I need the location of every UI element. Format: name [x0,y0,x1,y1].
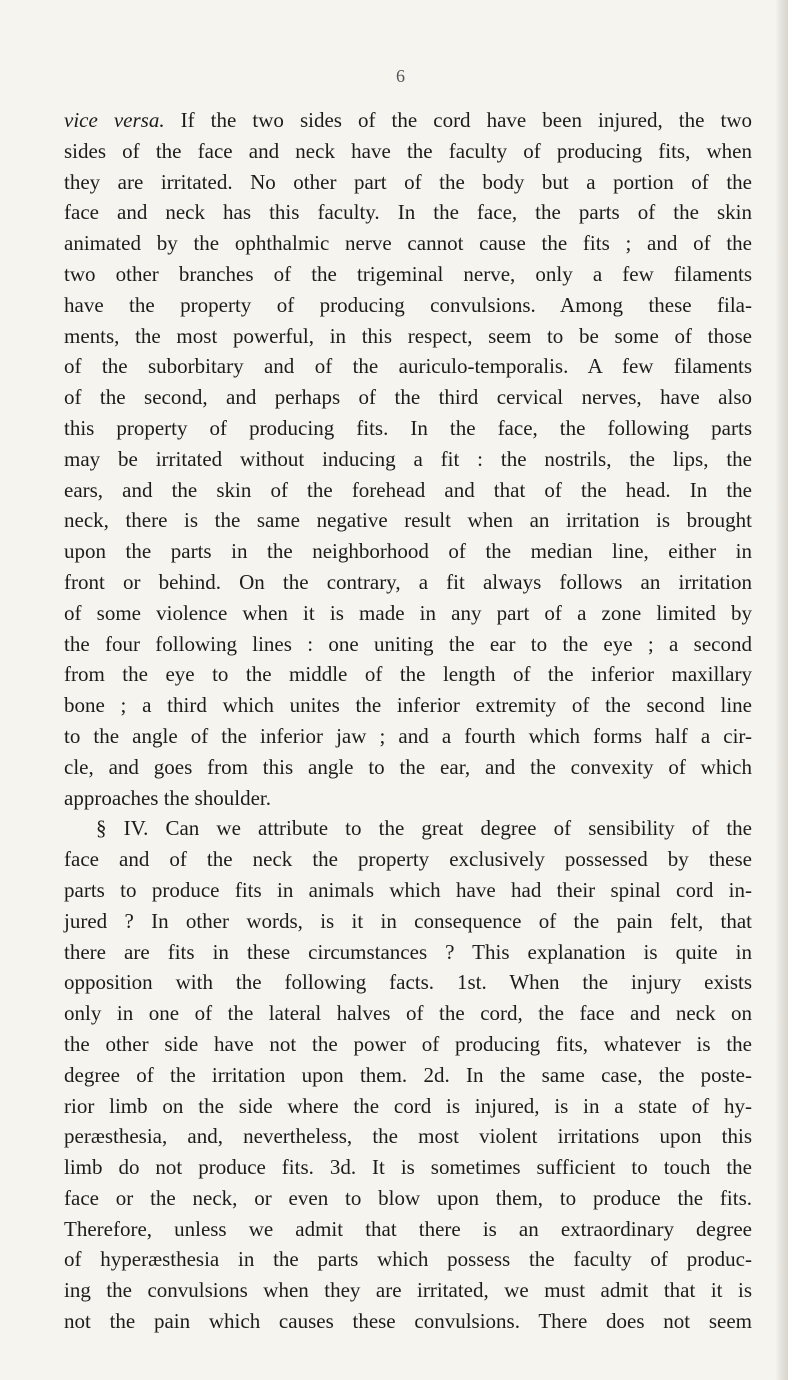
line-text: upon the parts in the neighborhood of the median line, either in [64,539,752,564]
text-line [64,1306,752,1337]
text-line [64,136,752,167]
text-line [64,813,752,844]
line-text: front or behind. On the contrary, a fit always follows an irritation [64,569,752,594]
line-text: ears, and the skin of the forehead and that of the head. In the [64,477,752,502]
line-text: neck, there is the same negative result when an irritation is brought [64,508,752,533]
line-text: they are irritated. No other part of the body but a portion of the [64,169,752,194]
italic-phrase: vice versa. [64,108,165,132]
text-line [64,228,752,259]
text-line [64,659,752,690]
text-line [64,844,752,875]
line-text: limb do not produce fits. 3d. It is sometimes sufficient to touch the [64,1155,752,1180]
text-line [64,721,752,752]
line-text: degree of the irritation upon them. 2d. In the same case, the poste- [64,1062,752,1087]
text-line [64,752,752,783]
text-line [64,351,752,382]
text-line [64,1029,752,1060]
line-text: to the angle of the inferior jaw ; and a fourth which forms half a cir- [64,723,752,748]
line-text: face or the neck, or even to blow upon them, to produce the fits. [64,1185,752,1210]
line-text: of the second, and perhaps of the third cervical nerves, have also [64,385,752,410]
line-text: cle, and goes from this angle to the ear, and the convexity of which [64,754,752,779]
line-text: this property of producing fits. In the face, the following parts [64,415,752,440]
line-text: ments, the most powerful, in this respect, seem to be some of those [64,323,752,348]
text-line [64,875,752,906]
text-line [64,1121,752,1152]
text-line [64,937,752,968]
text-line [64,536,752,567]
line-text: opposition with the following facts. 1st. When the injury exists [64,970,752,995]
line-text: parts to produce fits in animals which have had their spinal cord in- [64,877,752,902]
text-line [64,197,752,228]
page-number: 6 [396,66,405,86]
line-text: ing the convulsions when they are irritated, we must admit that it is [64,1278,752,1303]
line-text: the other side have not the power of producing fits, whatever is the [64,1031,752,1056]
body-text [64,105,752,1337]
text-line [64,167,752,198]
line-text: peræsthesia, and, nevertheless, the most violent irritations upon this [64,1124,752,1149]
text-line [64,382,752,413]
text-line [64,259,752,290]
text-line [64,1183,752,1214]
text-line [64,598,752,629]
text-line [64,906,752,937]
text-line [64,629,752,660]
text-line [64,1152,752,1183]
line-text: § IV. Can we attribute to the great degree of sensibility of the [96,816,752,841]
text-line [64,1091,752,1122]
page-edge [776,0,788,1380]
text-line [64,290,752,321]
text-line [64,321,752,352]
text-line [64,1244,752,1275]
line-text: of the suborbitary and of the auriculo-temporalis. A few filaments [64,354,752,379]
text-line [64,998,752,1029]
line-text: Therefore, unless we admit that there is an extraordinary degree [64,1216,752,1241]
text-line [64,1214,752,1245]
line-text: bone ; a third which unites the inferior extremity of the second line [64,693,752,718]
text-line [64,444,752,475]
text-line [64,1060,752,1091]
line-text: rior limb on the side where the cord is injured, is in a state of hy- [64,1093,752,1118]
text-line [64,690,752,721]
line-text: sides of the face and neck have the faculty of producing fits, when [64,138,752,163]
line-text: from the eye to the middle of the length of the inferior maxillary [64,662,752,687]
line-text: there are fits in these circumstances ? This explanation is quite in [64,939,752,964]
line-text: approaches the shoulder. [64,785,272,810]
text-line [64,1275,752,1306]
text-line [64,783,752,814]
line-text: the four following lines : one uniting the ear to the eye ; a second [64,631,752,656]
text-line [64,967,752,998]
line-text: of hyperæsthesia in the parts which possess the faculty of produc- [64,1247,752,1272]
line-text: of some violence when it is made in any part of a zone limited by [64,600,752,625]
line-text: jured ? In other words, is it in consequence of the pain felt, that [64,908,752,933]
text-line [64,413,752,444]
line-text: If the two sides of the cord have been injured, the two [164,108,752,132]
line-text: two other branches of the trigeminal nerve, only a few filaments [64,261,752,286]
text-line [64,567,752,598]
text-line [64,475,752,506]
line-text: face and neck has this faculty. In the face, the parts of the skin [64,200,752,225]
line-text: only in one of the lateral halves of the cord, the face and neck on [64,1001,752,1026]
line-text: face and of the neck the property exclusively possessed by these [64,847,752,872]
line-text: not the pain which causes these convulsions. There does not seem [64,1309,752,1334]
line-text: have the property of producing convulsions. Among these fila- [64,292,752,317]
text-line [64,505,752,536]
line-text: may be irritated without inducing a fit : the nostrils, the lips, the [64,446,752,471]
line-text: animated by the ophthalmic nerve cannot cause the fits ; and of the [64,231,752,256]
text-line [64,105,752,136]
